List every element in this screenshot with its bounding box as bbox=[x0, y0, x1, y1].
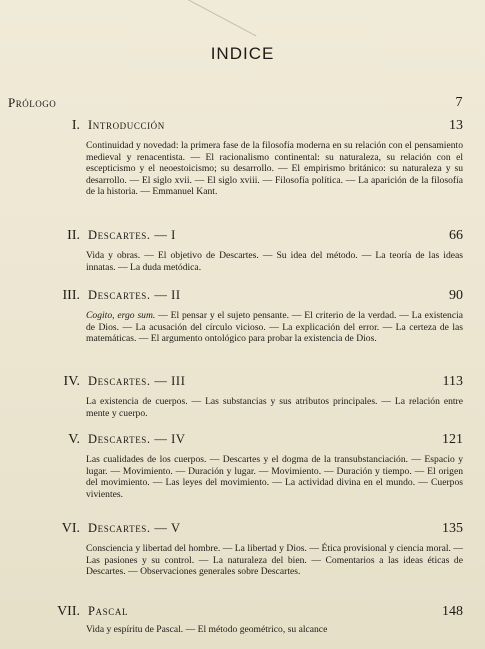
chapter-title: Descartes. — II bbox=[88, 288, 181, 302]
chapter-title: Pascal bbox=[88, 604, 129, 618]
index-title: INDICE bbox=[210, 44, 275, 63]
chapter-summary: Continuidad y novedad: la primera fase de la filosofía moderna en su relación con el pensamiento medieval y renacentista. — El racionalismo continental: su naturaleza, su relación con el escepticismo y el neoestoicismo; su desarrollo. — El empirismo británico: su naturaleza y su desarrollo. — El siglo xvii. — El siglo xviii. — Filosofía política. — La aparición de la filosofía de la historia. — Emmanuel Kant. bbox=[86, 140, 463, 198]
chapter-heading bbox=[0, 228, 463, 244]
chapter-page: 13 bbox=[449, 118, 463, 133]
chapter-heading bbox=[0, 374, 463, 390]
chapter-summary: Las cualidades de los cuerpos. — Descartes y el dogma de la transubstanciación. — Espacio y lugar. — Movimiento. — Duración y lugar. — Movimiento. — Duración y tiempo. — El origen del movimiento. — Las leyes del movimiento. — La actividad divina en el mundo. — Cuerpos vivientes. bbox=[86, 454, 463, 500]
chapter-summary bbox=[86, 310, 463, 345]
chapter-page: 135 bbox=[442, 521, 463, 536]
chapter-page: 113 bbox=[442, 374, 463, 389]
chapter-numeral: IV. bbox=[63, 374, 80, 389]
chapter-numeral: III. bbox=[62, 288, 80, 303]
summary-italic: Cogito, ergo sum. bbox=[86, 310, 156, 321]
page-fold-crease bbox=[150, 0, 257, 36]
chapter-numeral: VI. bbox=[61, 521, 80, 536]
chapter-title: Descartes. — V bbox=[88, 521, 181, 535]
chapter-title: Descartes. — I bbox=[88, 228, 176, 242]
chapter-summary: Consciencia y libertad del hombre. — La libertad y Dios. — Ética provisional y ciencia moral. — Las pasiones y su control. — La naturaleza del bien. — Comentarios a las ideas éticas de Descartes. — Observaciones generales sobre Descartes. bbox=[86, 543, 463, 578]
chapter-numeral: VII. bbox=[57, 604, 80, 619]
chapter-summary: Vida y obras. — El objetivo de Descartes. — Su idea del método. — La teoría de las ideas innatas. — La duda metódica. bbox=[86, 250, 463, 273]
chapter-title: Descartes. — IV bbox=[88, 432, 186, 446]
chapter-numeral: II. bbox=[67, 228, 80, 243]
chapter-title: Introducción bbox=[88, 118, 165, 132]
chapter-heading bbox=[0, 604, 463, 620]
chapter-heading bbox=[0, 432, 463, 448]
chapter-numeral: V. bbox=[68, 432, 80, 447]
prologue-label: Prólogo bbox=[8, 95, 57, 110]
chapter-heading bbox=[0, 521, 463, 537]
chapter-page: 90 bbox=[449, 288, 463, 303]
chapter-title: Descartes. — III bbox=[88, 374, 186, 388]
chapter-numeral: I. bbox=[71, 118, 80, 133]
chapter-heading bbox=[0, 118, 463, 134]
chapter-page: 66 bbox=[449, 228, 463, 243]
chapter-page: 121 bbox=[442, 432, 463, 447]
chapter-page: 148 bbox=[442, 604, 463, 619]
chapter-summary: La existencia de cuerpos. — Las substancias y sus atributos principales. — La relación entre mente y cuerpo. bbox=[86, 396, 463, 419]
chapter-summary: Vida y espíritu de Pascal. — El método geométrico, su alcance bbox=[86, 624, 328, 635]
prologue-page: 7 bbox=[455, 95, 463, 110]
prologue-entry bbox=[8, 95, 463, 111]
chapter-heading bbox=[0, 288, 463, 304]
summary-text: — El pensar y el sujeto pensante. — El criterio de la verdad. — La existencia de Dios. — La acusación del círculo vicioso. — La explicación del error. — La certeza de las matemáticas. — El argumento ontológico para probar la existencia de Dios. bbox=[86, 310, 464, 345]
